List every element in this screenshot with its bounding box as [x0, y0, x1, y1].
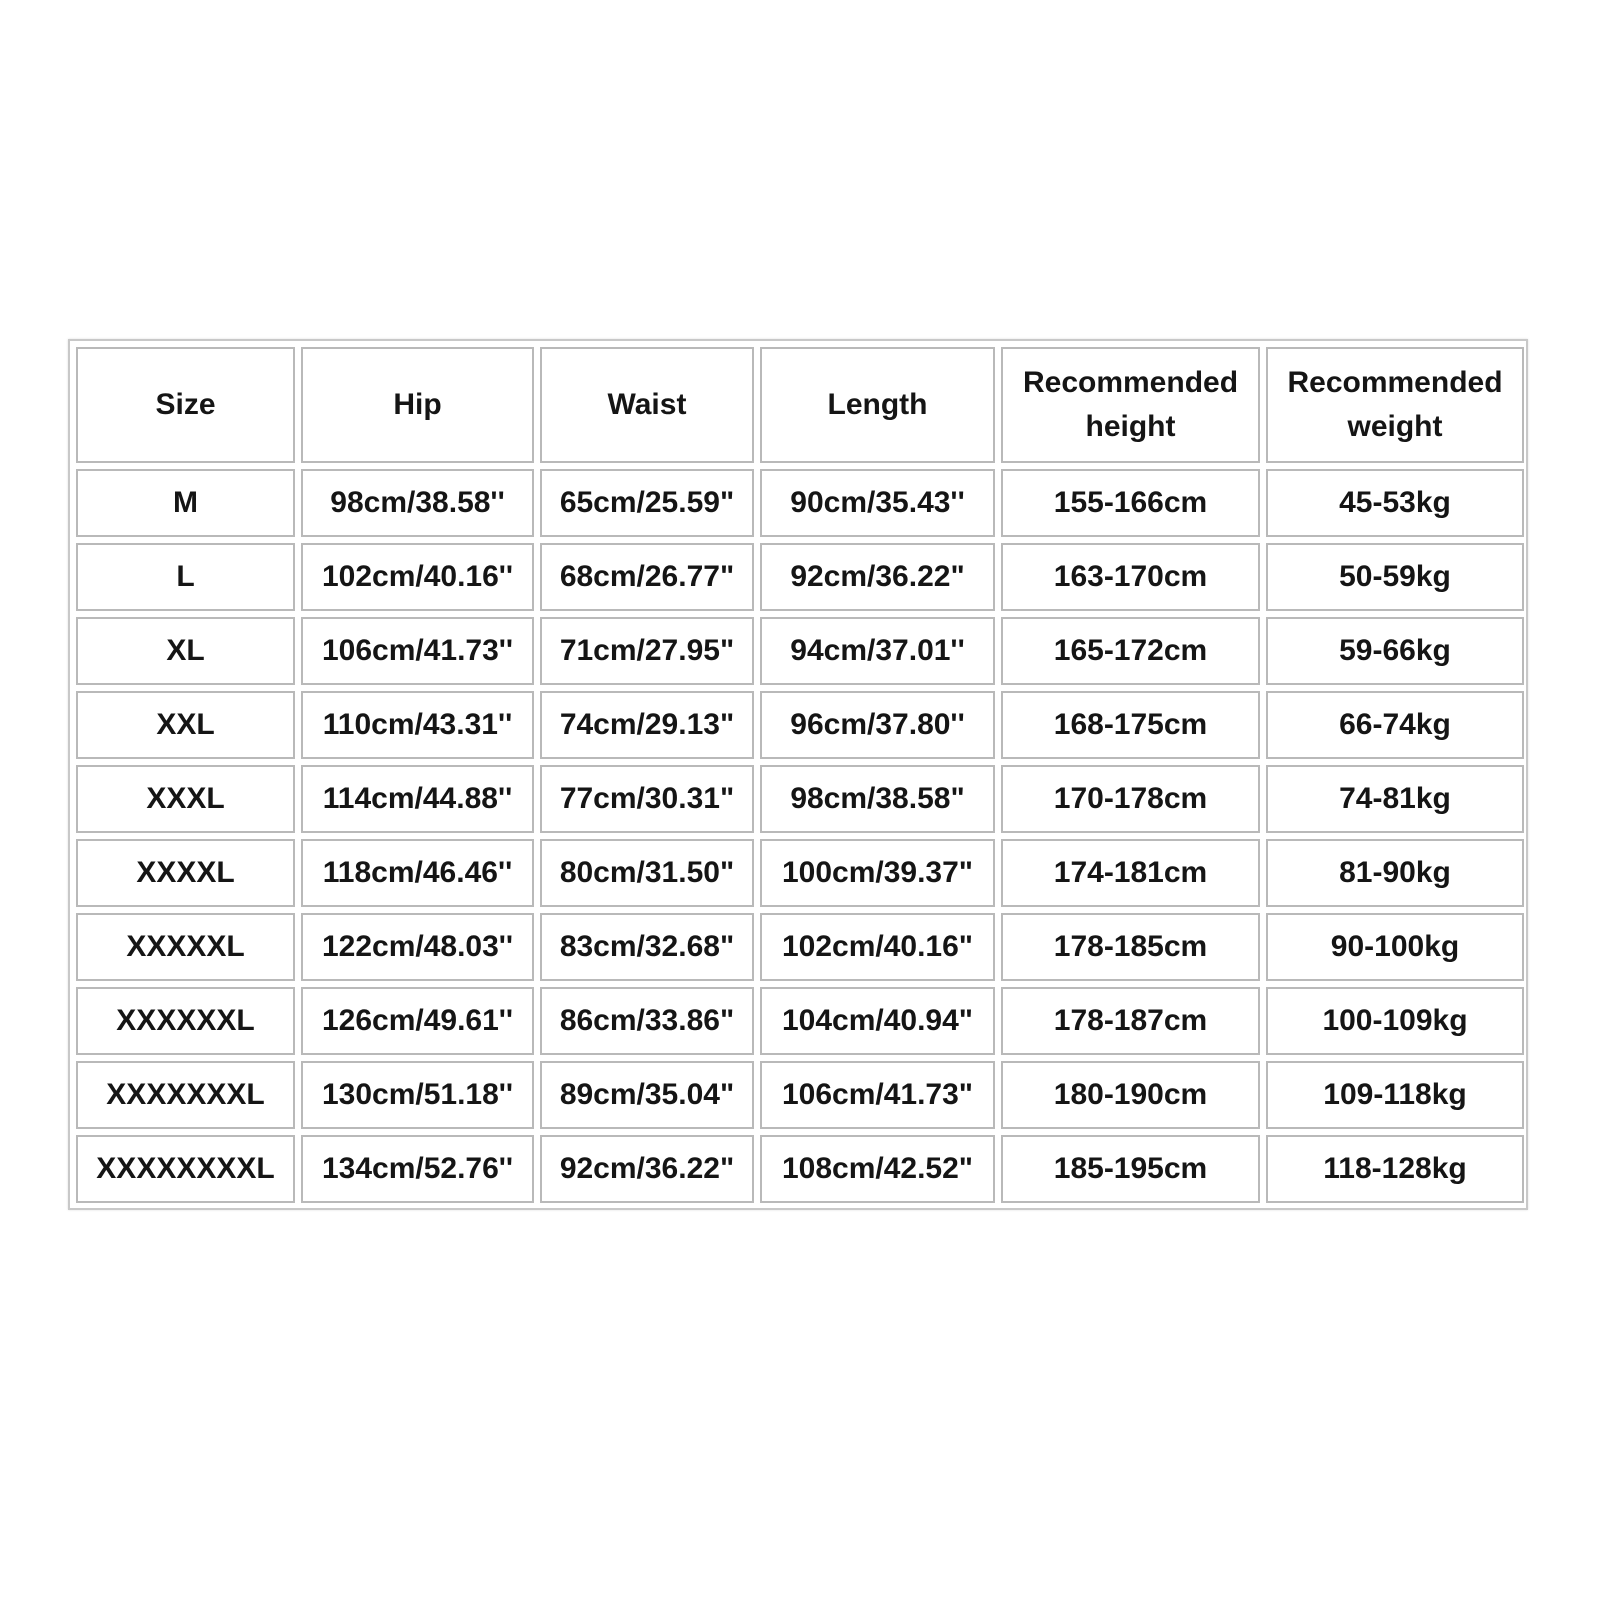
cell-height: 168-175cm: [1001, 691, 1260, 759]
cell-size: XXXXXL: [76, 913, 295, 981]
table-row: [76, 469, 1524, 537]
cell-size: XXXL: [76, 765, 295, 833]
cell-hip: 126cm/49.61'': [301, 987, 534, 1055]
cell-size: XXXXL: [76, 839, 295, 907]
header-size: Size: [76, 347, 295, 463]
cell-size: M: [76, 469, 295, 537]
header-hip: Hip: [301, 347, 534, 463]
cell-waist: 65cm/25.59": [540, 469, 754, 537]
table-row: [76, 1061, 1524, 1129]
cell-weight: 109-118kg: [1266, 1061, 1524, 1129]
cell-waist: 89cm/35.04": [540, 1061, 754, 1129]
cell-hip: 122cm/48.03'': [301, 913, 534, 981]
cell-length: 108cm/42.52": [760, 1135, 995, 1203]
cell-weight: 59-66kg: [1266, 617, 1524, 685]
size-table: [70, 341, 1530, 1209]
cell-hip: 134cm/52.76'': [301, 1135, 534, 1203]
cell-hip: 106cm/41.73'': [301, 617, 534, 685]
cell-weight: 45-53kg: [1266, 469, 1524, 537]
header-recommended-height-line1: Recommended: [1022, 366, 1239, 399]
cell-size: XL: [76, 617, 295, 685]
cell-weight: 81-90kg: [1266, 839, 1524, 907]
cell-hip: 102cm/40.16'': [301, 543, 534, 611]
cell-height: 174-181cm: [1001, 839, 1260, 907]
cell-hip: 114cm/44.88'': [301, 765, 534, 833]
header-recommended-weight: [1266, 347, 1524, 463]
cell-length: 90cm/35.43'': [760, 469, 995, 537]
cell-size: XXXXXXL: [76, 987, 295, 1055]
cell-height: 178-187cm: [1001, 987, 1260, 1055]
cell-waist: 80cm/31.50": [540, 839, 754, 907]
header-recommended-height-line2: height: [1085, 410, 1176, 443]
cell-weight: 74-81kg: [1266, 765, 1524, 833]
size-chart: [68, 339, 1528, 1210]
cell-size: XXL: [76, 691, 295, 759]
cell-size: XXXXXXXXL: [76, 1135, 295, 1203]
table-row: [76, 987, 1524, 1055]
table-row: [76, 839, 1524, 907]
cell-hip: 130cm/51.18'': [301, 1061, 534, 1129]
cell-waist: 71cm/27.95": [540, 617, 754, 685]
cell-length: 94cm/37.01'': [760, 617, 995, 685]
cell-length: 104cm/40.94": [760, 987, 995, 1055]
cell-height: 155-166cm: [1001, 469, 1260, 537]
cell-length: 92cm/36.22": [760, 543, 995, 611]
header-recommended-height: [1001, 347, 1260, 463]
cell-weight: 100-109kg: [1266, 987, 1524, 1055]
header-length: Length: [760, 347, 995, 463]
cell-hip: 98cm/38.58'': [301, 469, 534, 537]
cell-height: 185-195cm: [1001, 1135, 1260, 1203]
header-recommended-weight-line2: weight: [1347, 410, 1443, 443]
cell-weight: 90-100kg: [1266, 913, 1524, 981]
cell-weight: 66-74kg: [1266, 691, 1524, 759]
cell-weight: 118-128kg: [1266, 1135, 1524, 1203]
table-row: [76, 691, 1524, 759]
cell-length: 98cm/38.58": [760, 765, 995, 833]
header-row: [76, 347, 1524, 463]
cell-length: 100cm/39.37": [760, 839, 995, 907]
cell-waist: 83cm/32.68": [540, 913, 754, 981]
cell-hip: 118cm/46.46'': [301, 839, 534, 907]
table-row: [76, 617, 1524, 685]
cell-size: L: [76, 543, 295, 611]
table-row: [76, 765, 1524, 833]
cell-size: XXXXXXXL: [76, 1061, 295, 1129]
cell-length: 96cm/37.80'': [760, 691, 995, 759]
cell-waist: 77cm/30.31": [540, 765, 754, 833]
header-recommended-weight-line1: Recommended: [1287, 366, 1503, 399]
cell-hip: 110cm/43.31'': [301, 691, 534, 759]
table-row: [76, 543, 1524, 611]
cell-length: 106cm/41.73": [760, 1061, 995, 1129]
cell-height: 170-178cm: [1001, 765, 1260, 833]
cell-weight: 50-59kg: [1266, 543, 1524, 611]
cell-length: 102cm/40.16": [760, 913, 995, 981]
cell-height: 178-185cm: [1001, 913, 1260, 981]
cell-height: 165-172cm: [1001, 617, 1260, 685]
cell-height: 163-170cm: [1001, 543, 1260, 611]
header-waist: Waist: [540, 347, 754, 463]
table-row: [76, 913, 1524, 981]
cell-waist: 68cm/26.77": [540, 543, 754, 611]
cell-waist: 92cm/36.22": [540, 1135, 754, 1203]
table-row: [76, 1135, 1524, 1203]
table-body: [76, 469, 1524, 1203]
cell-waist: 74cm/29.13": [540, 691, 754, 759]
cell-height: 180-190cm: [1001, 1061, 1260, 1129]
cell-waist: 86cm/33.86": [540, 987, 754, 1055]
